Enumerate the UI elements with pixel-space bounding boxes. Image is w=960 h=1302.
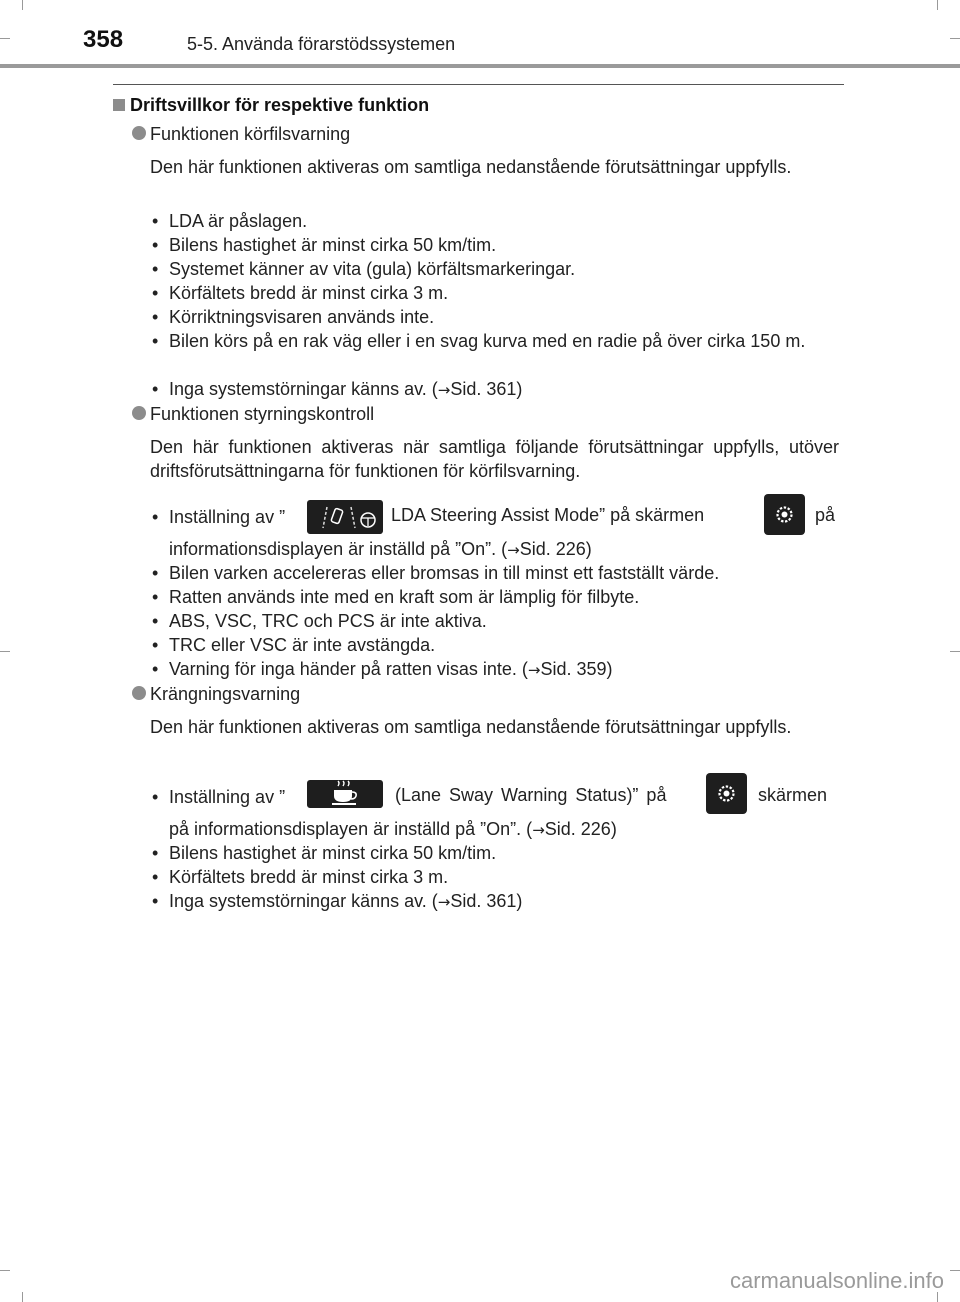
list-item: • LDA är påslagen. [152,211,308,231]
list-item: • Varning för inga händer på ratten visas inte. (→Sid. 359) [152,659,613,679]
list-item: • Körfältets bredd är minst cirka 3 m. [152,283,449,303]
round-bullet-icon [132,406,146,420]
list-item: • Bilens hastighet är minst cirka 50 km/tim. [152,235,497,255]
arrow-right-icon: → [527,661,541,679]
list-item: • Körfältets bredd är minst cirka 3 m. [152,867,449,887]
crop-mark-mid-left [0,651,10,652]
content-rule [113,84,844,85]
list-item: • Inga systemstörningar känns av. (→Sid. 361) [152,379,523,399]
watermark[interactable]: carmanualsonline.info [729,1268,944,1293]
steering-intro: Den här funktionen aktiveras när samtliga följande förutsättningar uppfylls, utöver driftsförutsättningarna för funktionen för körfilsvarning. [150,437,839,481]
list-item: • ABS, VSC, TRC och PCS är inte aktiva. [152,611,487,631]
arrow-right-icon: → [437,893,451,911]
page-number: 358 [83,26,124,53]
page-header [0,0,960,70]
list-item: • TRC eller VSC är inte avstängda. [152,635,436,655]
list-item-continuation: informationsdisplayen är inställd på ”On”. (→Sid. 226) [169,539,592,559]
arrow-right-icon: → [532,821,545,839]
list-item: • Systemet känner av vita (gula) körfältsmarkeringar. [152,259,576,279]
coffee-cup-icon [307,780,383,808]
list-item: • Körriktningsvisaren används inte. [152,307,435,327]
arrow-right-icon: → [507,541,520,559]
section-title: 5-5. Använda förarstödssystemen [187,34,456,54]
steering-title: Funktionen styrningskontroll [150,404,375,424]
arrow-right-icon: → [437,381,451,399]
list-item: • Bilen varken accelereras eller bromsas in till minst ett fastställt värde. [152,563,720,583]
crop-mark-bottom-left-v [22,1292,23,1302]
lda-intro: Den här funktionen aktiveras om samtliga nedanstående förutsättningar uppfylls. [150,157,792,177]
sway-setting-mid: (Lane Sway Warning Status)” på [395,785,667,805]
lda-title: Funktionen körfilsvarning [150,124,351,144]
crop-mark-bottom-left [0,1270,10,1271]
sway-title: Krängningsvarning [150,684,301,704]
list-item: • Inga systemstörningar känns av. (→Sid. 361) [152,891,523,911]
sway-setting-post: skärmen [758,785,828,805]
gear-icon [706,773,747,814]
steering-setting-mid: LDA Steering Assist Mode” på skärmen [391,505,705,525]
square-bullet-icon [113,99,125,111]
list-item: • Bilen körs på en rak väg eller i en svag kurva med en radie på över cirka 150 m. [152,331,806,351]
list-item: • Bilens hastighet är minst cirka 50 km/tim. [152,843,497,863]
list-item-continuation: på informationsdisplayen är inställd på ”On”. (→Sid. 226) [169,819,617,839]
list-item: • Inställning av ” [152,507,286,527]
sway-intro: Den här funktionen aktiveras om samtliga nedanstående förutsättningar uppfylls. [150,717,792,737]
round-bullet-icon [132,126,146,140]
crop-mark-mid-right [950,651,960,652]
section-heading: Driftsvillkor för respektive funktion [130,95,430,115]
crop-mark-bottom-right [950,1270,960,1271]
steering-setting-post: på [815,505,836,525]
gear-icon [764,494,805,535]
list-item: • Inställning av ” [152,787,286,807]
list-item: • Ratten används inte med en kraft som är lämplig för filbyte. [152,587,640,607]
steering-assist-icon [307,500,383,534]
round-bullet-icon [132,686,146,700]
header-rule [0,64,960,68]
